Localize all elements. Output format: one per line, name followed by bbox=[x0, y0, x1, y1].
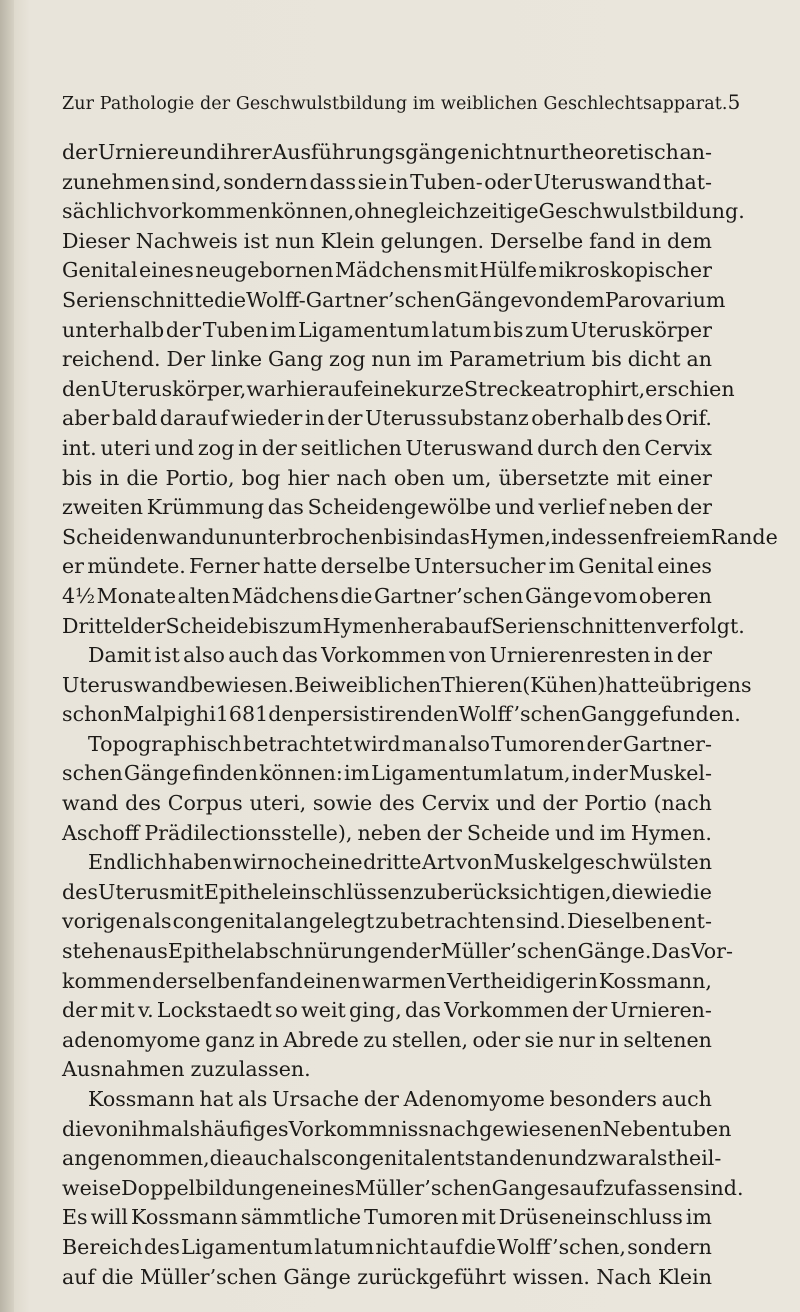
body-text bbox=[62, 138, 778, 1292]
text-line: Topographisch betrachtet wird man also Tumoren der Gartner- bbox=[88, 731, 712, 756]
text-line: bis in die Portio, bog hier nach oben um, übersetzte mit einer bbox=[62, 465, 712, 490]
text-line: weise Doppelbildungen eines Müller’schen Ganges aufzufassen sind. bbox=[62, 1175, 744, 1200]
text-line: 4½ Monate alten Mädchens die Gartner’schen Gänge vom oberen bbox=[62, 583, 712, 608]
text-line: Damit ist also auch das Vorkommen von Urnierenresten in der bbox=[88, 643, 712, 668]
text-line: unterhalb der Tuben im Ligamentum latum bis zum Uteruskörper bbox=[62, 317, 712, 342]
text-line: schon Malpighi 1681 den persistirenden Wolff’schen Gang gefunden. bbox=[62, 702, 741, 727]
text-line: adenomyome ganz in Abrede zu stellen, oder sie nur in seltenen bbox=[62, 1027, 712, 1052]
text-line: reichend. Der linke Gang zog nun im Parametrium bis dicht an bbox=[62, 347, 712, 372]
text-line: sächlich vorkommen können, ohne gleichzeitige Geschwulstbildung. bbox=[62, 199, 745, 224]
text-line: Aschoff Prädilectionsstelle), neben der Scheide und im Hymen. bbox=[62, 820, 712, 845]
page-number: 5 bbox=[727, 90, 741, 114]
text-line: Dieser Nachweis ist nun Klein gelungen. Derselbe fand in dem bbox=[62, 228, 712, 253]
text-line: vorigen als congenital angelegt zu betrachten sind. Dieselben ent- bbox=[62, 909, 712, 934]
text-line: Kossmann hat als Ursache der Adenomyome besonders auch bbox=[88, 1087, 712, 1111]
running-head-title: Zur Pathologie der Geschwulstbildung im weiblichen Geschlechtsapparat. bbox=[62, 94, 728, 114]
text-line: Ausnahmen zuzulassen. bbox=[62, 1057, 311, 1082]
text-line: Scheidenwand ununterbrochen bis in das Hymen, in dessen freiem Rande bbox=[62, 524, 778, 549]
text-line: Genital eines neugebornen Mädchens mit Hülfe mikroskopischer bbox=[62, 258, 712, 283]
text-line: int. uteri und zog in der seitlichen Uteruswand durch den Cervix bbox=[62, 435, 712, 460]
text-line: Es will Kossmann sämmtliche Tumoren mit Drüseneinschluss im bbox=[62, 1205, 712, 1230]
text-line: angenommen, die auch als congenital entstanden und zwar als theil- bbox=[62, 1146, 722, 1171]
text-line: schen Gänge finden können: im Ligamentum latum, in der Muskel- bbox=[62, 761, 712, 786]
text-line: zunehmen sind, sondern dass sie in Tuben- oder Uteruswand that- bbox=[62, 169, 712, 194]
text-line: wand des Corpus uteri, sowie des Cervix und der Portio (nach bbox=[62, 791, 712, 816]
text-line: der Urniere und ihrer Ausführungsgänge nicht nur theoretisch an- bbox=[62, 140, 712, 164]
text-line: Serienschnitte die Wolff-Gartner’schen Gänge von dem Parovarium bbox=[62, 287, 726, 312]
running-head bbox=[62, 90, 741, 114]
text-line: Uteruswand bewiesen. Bei weiblichen Thieren (Kühen) hatte übrigens bbox=[62, 672, 752, 697]
text-line: er mündete. Ferner hatte derselbe Untersucher im Genital eines bbox=[62, 554, 712, 579]
text-line: aber bald darauf wieder in der Uterussubstanz oberhalb des Orif. bbox=[62, 406, 712, 431]
text-line: stehen aus Epithelabschnürungen der Müller’schen Gänge. Das Vor- bbox=[62, 939, 733, 964]
text-line: des Uterus mit Epitheleinschlüssen zu berücksichtigen, die wie die bbox=[62, 879, 712, 904]
text-line: kommen derselben fand einen warmen Vertheidiger in Kossmann, bbox=[62, 968, 712, 993]
text-line: der mit v. Lockstaedt so weit ging, das Vorkommen der Urnieren- bbox=[62, 998, 712, 1023]
text-line: die von ihm als häufiges Vorkommniss nachgewiesenen Nebentuben bbox=[62, 1116, 732, 1141]
text-line: Bereich des Ligamentum latum nicht auf die Wolff’schen, sondern bbox=[62, 1234, 712, 1259]
text-line: Endlich haben wir noch eine dritte Art von Muskelgeschwülsten bbox=[88, 850, 712, 875]
text-line: auf die Müller’schen Gänge zurückgeführt wissen. Nach Klein bbox=[62, 1264, 712, 1289]
text-line: den Uteruskörper, war hier auf eine kurze Strecke atrophirt, erschien bbox=[62, 376, 735, 401]
text-line: zweiten Krümmung das Scheidengewölbe und verlief neben der bbox=[62, 495, 712, 520]
page-spine-shadow bbox=[0, 0, 14, 1312]
text-line: Drittel der Scheide bis zum Hymen herab auf Serienschnitten verfolgt. bbox=[62, 613, 745, 638]
